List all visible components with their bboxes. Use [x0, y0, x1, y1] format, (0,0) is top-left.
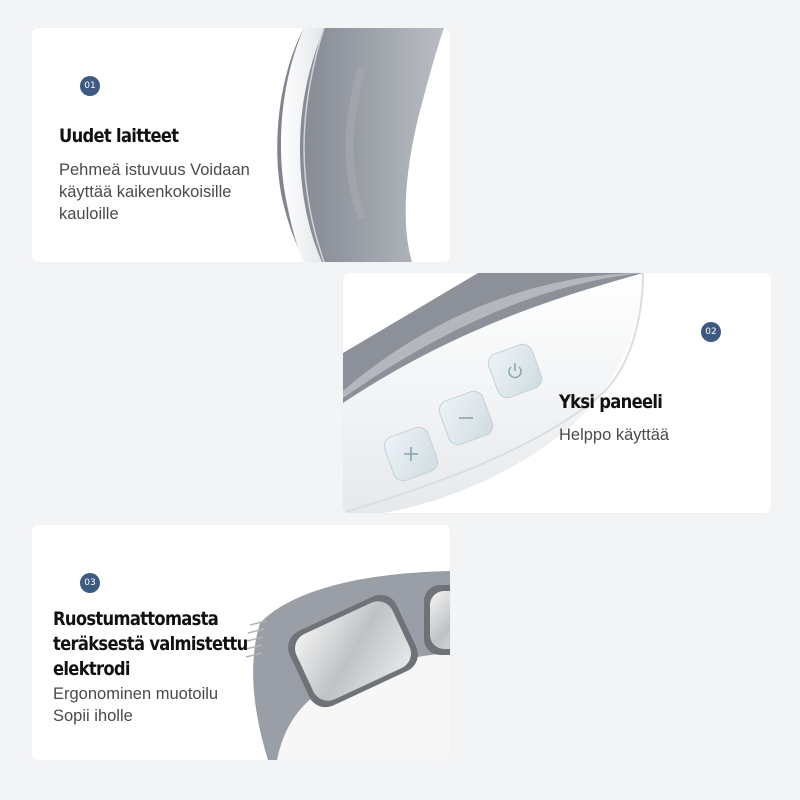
section-title: Ruostumattomasta teräksestä valmistettu elektrodi: [53, 608, 248, 680]
device-panel-image: [343, 273, 771, 513]
feature-card-1: [32, 28, 450, 262]
step-number-badge: 03: [80, 573, 100, 593]
feature-card-2: [343, 273, 771, 513]
step-number-badge: 01: [80, 76, 100, 96]
section-description: Helppo käyttää: [559, 426, 670, 444]
section-description: Ergonominen muotoilu Sopii iholle: [53, 685, 219, 725]
step-number-badge: 02: [701, 322, 721, 342]
section-title: Uudet laitteet: [59, 125, 179, 147]
section-title: Yksi paneeli: [559, 391, 663, 413]
section-description: Pehmeä istuvuus Voidaan käyttää kaikenkokoisille kauloille: [59, 161, 250, 223]
feature-card-3: [32, 525, 450, 760]
